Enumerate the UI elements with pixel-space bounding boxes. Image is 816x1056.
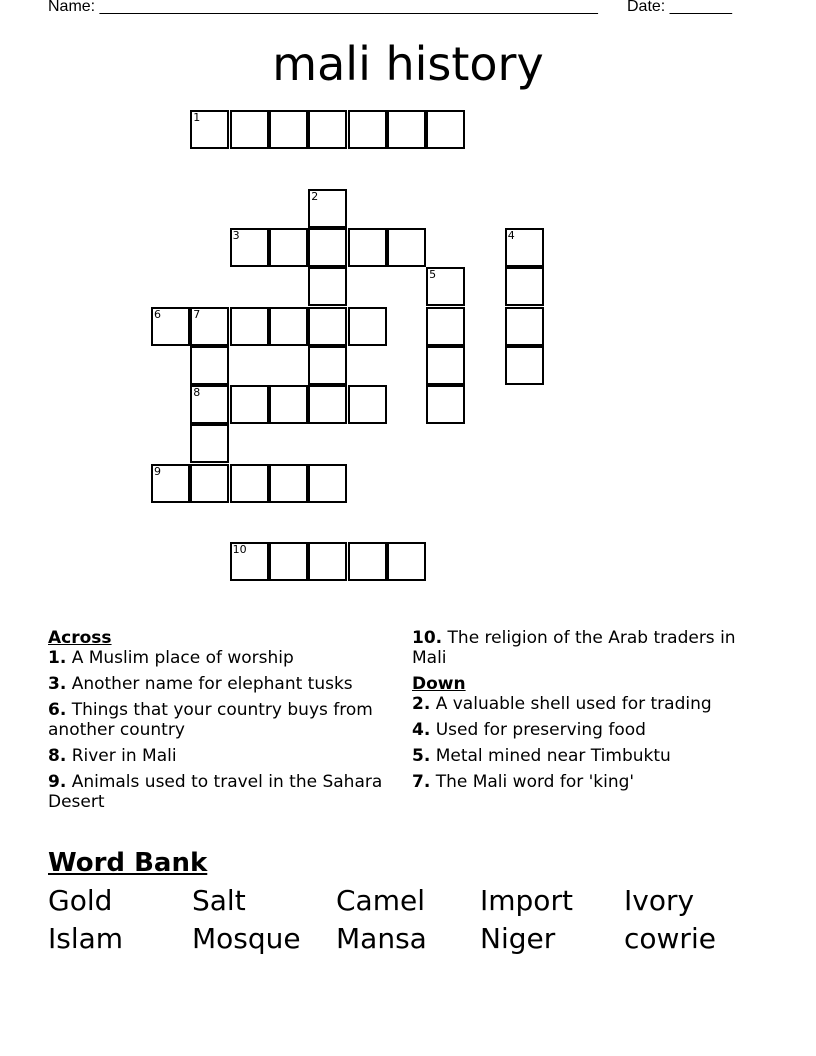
word-bank-item: Mansa xyxy=(336,922,427,955)
grid-cell[interactable] xyxy=(426,385,465,424)
word-bank-item: cowrie xyxy=(624,922,716,955)
grid-cell[interactable] xyxy=(426,346,465,385)
grid-cell[interactable] xyxy=(308,189,347,228)
grid-clue-number: 4 xyxy=(507,228,515,242)
grid-cell[interactable] xyxy=(151,464,190,503)
word-bank-item: Gold xyxy=(48,884,113,917)
grid-cell[interactable] xyxy=(190,307,229,346)
grid-clue-number: 7 xyxy=(193,307,201,321)
word-bank-item: Mosque xyxy=(192,922,301,955)
grid-cell[interactable] xyxy=(348,110,387,149)
grid-cell[interactable] xyxy=(308,542,347,581)
word-bank-item: Salt xyxy=(192,884,246,917)
grid-cell[interactable] xyxy=(387,110,426,149)
clue-down-5: 5. Metal mined near Timbuktu xyxy=(412,746,671,766)
grid-cell[interactable] xyxy=(308,385,347,424)
grid-clue-number: 5 xyxy=(429,268,437,282)
grid-cell[interactable] xyxy=(308,110,347,149)
clue-across-9: 9. Animals used to travel in the Sahara Desert xyxy=(48,772,383,812)
grid-clue-number: 1 xyxy=(193,111,201,124)
grid-cell[interactable] xyxy=(269,307,308,346)
grid-cell[interactable] xyxy=(505,267,544,306)
grid-cell[interactable] xyxy=(269,110,308,149)
grid-clue-number: 2 xyxy=(311,189,319,203)
grid-cell[interactable] xyxy=(426,267,465,306)
clue-across-1: 1. A Muslim place of worship xyxy=(48,648,294,668)
grid-cell[interactable] xyxy=(190,424,229,463)
grid-cell[interactable] xyxy=(190,346,229,385)
grid-cell[interactable] xyxy=(230,385,269,424)
grid-clue-number: 10 xyxy=(232,543,247,557)
grid-cell[interactable] xyxy=(348,542,387,581)
grid-clue-number: 8 xyxy=(193,386,201,400)
word-bank-item: Islam xyxy=(48,922,124,955)
clue-across-8: 8. River in Mali xyxy=(48,746,177,766)
grid-cell[interactable] xyxy=(269,385,308,424)
word-bank-item: Niger xyxy=(480,922,556,955)
word-bank-item: Camel xyxy=(336,884,425,917)
clue-across-3: 3. Another name for elephant tusks xyxy=(48,674,353,694)
grid-cell[interactable] xyxy=(230,228,269,267)
grid-cell[interactable] xyxy=(269,464,308,503)
down-heading: Down xyxy=(412,674,466,694)
clue-across-6: 6. Things that your country buys from another country xyxy=(48,700,373,740)
word-bank-title: Word Bank xyxy=(48,848,208,878)
grid-cell[interactable] xyxy=(348,385,387,424)
clue-down-7: 7. The Mali word for 'king' xyxy=(412,772,635,792)
grid-cell[interactable] xyxy=(426,110,465,149)
grid-cell[interactable] xyxy=(308,346,347,385)
word-bank-item: Import xyxy=(480,884,573,917)
grid-cell[interactable] xyxy=(308,307,347,346)
grid-cell[interactable] xyxy=(190,110,229,149)
across-heading: Across xyxy=(48,628,112,648)
grid-cell[interactable] xyxy=(348,307,387,346)
clue-across-10: 10. The religion of the Arab traders in Mali xyxy=(412,628,736,668)
grid-clue-number: 9 xyxy=(154,464,161,478)
grid-cell[interactable] xyxy=(269,228,308,267)
grid-cell[interactable] xyxy=(230,542,269,581)
grid-cell[interactable] xyxy=(426,307,465,346)
grid-cell[interactable] xyxy=(190,385,229,424)
grid-cell[interactable] xyxy=(505,346,544,385)
grid-clue-number: 3 xyxy=(232,228,240,242)
grid-cell[interactable] xyxy=(230,464,269,503)
grid-cell[interactable] xyxy=(387,228,426,267)
grid-cell[interactable] xyxy=(308,228,347,267)
grid-cell[interactable] xyxy=(230,307,269,346)
grid-cell[interactable] xyxy=(505,228,544,267)
grid-cell[interactable] xyxy=(308,267,347,306)
grid-cell[interactable] xyxy=(348,228,387,267)
clues-section xyxy=(48,628,768,828)
grid-cell[interactable] xyxy=(230,110,269,149)
grid-cell[interactable] xyxy=(269,542,308,581)
clue-down-4: 4. Used for preserving food xyxy=(412,720,646,740)
word-bank-item: Ivory xyxy=(624,884,695,917)
clues-right-column xyxy=(412,628,768,798)
grid-cell[interactable] xyxy=(190,464,229,503)
grid-cell[interactable] xyxy=(387,542,426,581)
clues-left-column xyxy=(48,628,388,818)
grid-cell[interactable] xyxy=(505,307,544,346)
clue-down-2: 2. A valuable shell used for trading xyxy=(412,694,712,714)
name-field: Name: ________________________________________________________ xyxy=(48,0,598,15)
page-title: mali history xyxy=(272,37,544,91)
grid-cell[interactable] xyxy=(151,307,190,346)
date-field: Date: _______ xyxy=(627,0,732,15)
grid-clue-number: 6 xyxy=(154,307,161,321)
grid-cell[interactable] xyxy=(308,464,347,503)
